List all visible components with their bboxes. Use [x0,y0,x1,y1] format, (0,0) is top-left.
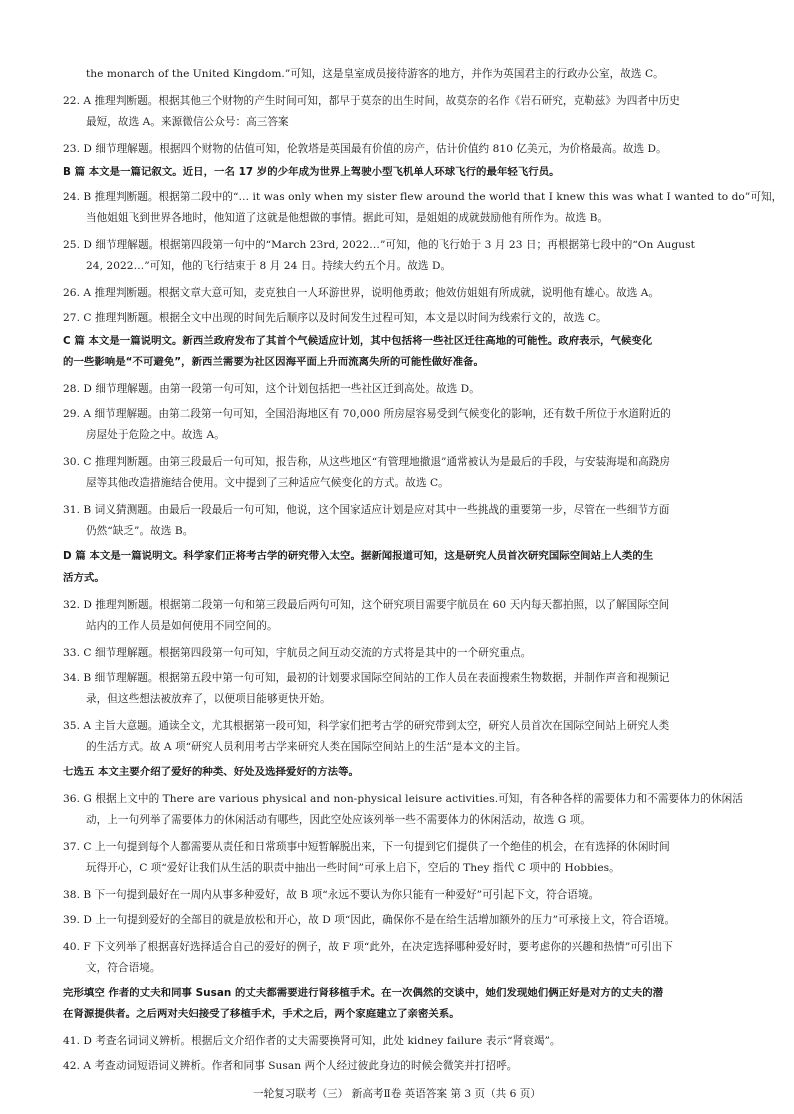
passage-summary-line: 活方式。 [63,572,105,584]
answer-line: 仍然“缺乏”。故选 B。 [86,525,194,537]
answer-line: 27. C 推理判断题。根据全文中出现的时间先后顺序以及时间发生过程可知，本文是以时间为线索行文的，故选 C。 [63,312,607,324]
passage-summary-line: B 篇 本文是一篇记叙文。近日，一名 17 岁的少年成为世界上驾驶小型飞机单人环球飞行的最年轻飞行员。 [63,166,560,178]
answer-line: the monarch of the United Kingdom.”可知，这是皇室成员接待游客的地方，并作为英国君主的行政办公室，故选 C。 [86,68,664,80]
answer-line: 24, 2022…”可知，他的飞行结束于 8 月 24 日。持续大约五个月。故选 D。 [86,260,452,272]
answer-line: 23. D 细节理解题。根据四个财物的估值可知，伦敦塔是英国最有价值的房产，估计价值约 810 亿美元，为价格最高。故选 D。 [63,143,667,155]
answer-line: 最短，故选 A。来源微信公众号：高三答案 [86,116,289,128]
answer-line: 24. B 推理判断题。根据第二段中的“… it was only when my sister flew around the world that I knew this was what I wanted to do”可知， [63,191,783,203]
answer-line: 28. D 细节理解题。由第一段第一句可知，这个计划包括把一些社区迁到高处。故选 D。 [63,383,480,395]
answer-line: 41. D 考查名词词义辨析。根据后文介绍作者的丈夫需要换肾可知，此处 kidney failure 表示“肾衰竭”。 [63,1035,561,1047]
passage-summary-line: 的一些影响是“不可避免”，新西兰需要为社区因海平面上升而流离失所的可能性做好准备。 [63,356,484,368]
passage-summary-line: D 篇 本文是一篇说明文。科学家们正将考古学的研究带入太空。据新闻报道可知，这是研究人员首次研究国际空间站上人类的生 [63,550,654,562]
answer-line: 42. A 考查动词短语词义辨析。作者和同事 Susan 两个人经过彼此身边的时候会微笑并打招呼。 [63,1060,518,1072]
answer-line: 31. B 词义猜测题。由最后一段最后一句可知，他说，这个国家适应计划是应对其中一些挑战的重要第一步，尽管在一些细节方面 [63,504,670,516]
passage-summary-line: 七选五 本文主要介绍了爱好的种类、好处及选择爱好的方法等。 [63,766,360,778]
answer-line: 22. A 推理判断题。根据其他三个财物的产生时间可知，都早于莫奈的出生时间，故莫奈的名作《岩石研究，克勒兹》为四者中历史 [63,95,680,107]
answer-line: 25. D 细节理解题。根据第四段第一句中的“March 23rd, 2022…”可知，他的飞行始于 3 月 23 日；再根据第七段中的“On August [63,239,695,251]
answer-line: 34. B 细节理解题。根据第五段中第一句可知，最初的计划要求国际空间站的工作人员在表面搜索生物数据，并制作声音和视频记 [63,672,670,684]
answer-line: 38. B 下一句提到最好在一周内从事多种爱好，故 B 项“永远不要认为你只能有一种爱好”可引起下文，符合语境。 [63,889,600,901]
answer-line: 录，但这些想法被放弃了，以便项目能够更快开始。 [86,693,331,705]
answer-line: 35. A 主旨大意题。通读全文，尤其根据第一段可知，科学家们把考古学的研究带到太空，研究人员首次在国际空间站上研究人类 [63,720,670,732]
answer-line: 36. G 根据上文中的 There are various physical and non-physical leisure activities.可知，有各种各样的需要体力和不需要体力的休闲活 [63,793,743,805]
answer-line: 39. D 上一句提到爱好的全部目的就是放松和开心，故 D 项“因此，确保你不是在给生活增加额外的压力”可承接上文，符合语境。 [63,914,676,926]
answer-line: 房屋处于危险之中。故选 A。 [86,429,225,441]
answer-line: 的生活方式。故 A 项“研究人员利用考古学来研究人类在国际空间站上的生活”是本文的主旨。 [86,741,527,753]
passage-summary-line: 在肾源提供者。之后两对夫妇接受了移植手术，手术之后，两个家庭建立了亲密关系。 [63,1008,460,1020]
answer-line: 动，上一句列举了需要体力的休闲活动有哪些，因此空处应该列举一些不需要体力的休闲活动，故选 G 项。 [86,814,591,826]
answer-line: 文，符合语境。 [86,962,161,974]
answer-line: 33. C 细节理解题。根据第四段第一句可知，宇航员之间互动交流的方式将是其中的一个研究重点。 [63,647,532,659]
answer-line: 玩得开心，C 项“爱好让我们从生活的职责中抽出一些时间”可承上启下，空后的 They 指代 C 项中的 Hobbies。 [86,862,620,874]
answer-line: 站内的工作人员是如何使用不同空间的。 [86,620,278,632]
answer-line: 当他姐姐飞到世界各地时，他知道了这就是他想做的事情。据此可知，是姐姐的成就鼓励他有所作为。故选 B。 [86,212,609,224]
answer-line: 30. C 推理判断题。由第三段最后一句可知，报告称，从这些地区“有管理地撤退”通常被认为是最后的手段，与安装海堤和高跷房 [63,456,671,468]
page-footer: 一轮复习联考（三） 新高考Ⅱ卷 英语答案 第 3 页（共 6 页） [253,1088,541,1100]
answer-line: 29. A 细节理解题。由第二段第一句可知，全国沿海地区有 70,000 所房屋容易受到气候变化的影响，还有数千所位于水道附近的 [63,408,671,420]
answer-line: 37. C 上一句提到每个人都需要从责任和日常琐事中短暂解脱出来，下一句提到它们提供了一个绝佳的机会，在有选择的休闲时间 [63,841,670,853]
answer-line: 26. A 推理判断题。根据文章大意可知，麦克独自一人环游世界，说明他勇敢；他效仿姐姐有所成就，说明他有雄心。故选 A。 [63,287,660,299]
passage-summary-line: 完形填空 作者的丈夫和同事 Susan 的丈夫都需要进行肾移植手术。在一次偶然的交谈中，她们发现她们俩正好是对方的丈夫的潜 [63,987,664,999]
answer-line: 屋等其他改造措施结合使用。文中提到了三种适应气候变化的方式。故选 C。 [86,477,449,489]
answer-line: 32. D 推理判断题。根据第二段第一句和第三段最后两句可知，这个研究项目需要宇航员在 60 天内每天都拍照，以了解国际空间 [63,599,670,611]
answer-line: 40. F 下文列举了根据喜好选择适合自己的爱好的例子，故 F 项“此外，在决定选择哪种爱好时，要考虑你的兴趣和热情”可引出下 [63,941,673,953]
passage-summary-line: C 篇 本文是一篇说明文。新西兰政府发布了其首个气候适应计划，其中包括将一些社区迁往高地的可能性。政府表示，气候变化 [63,335,653,347]
